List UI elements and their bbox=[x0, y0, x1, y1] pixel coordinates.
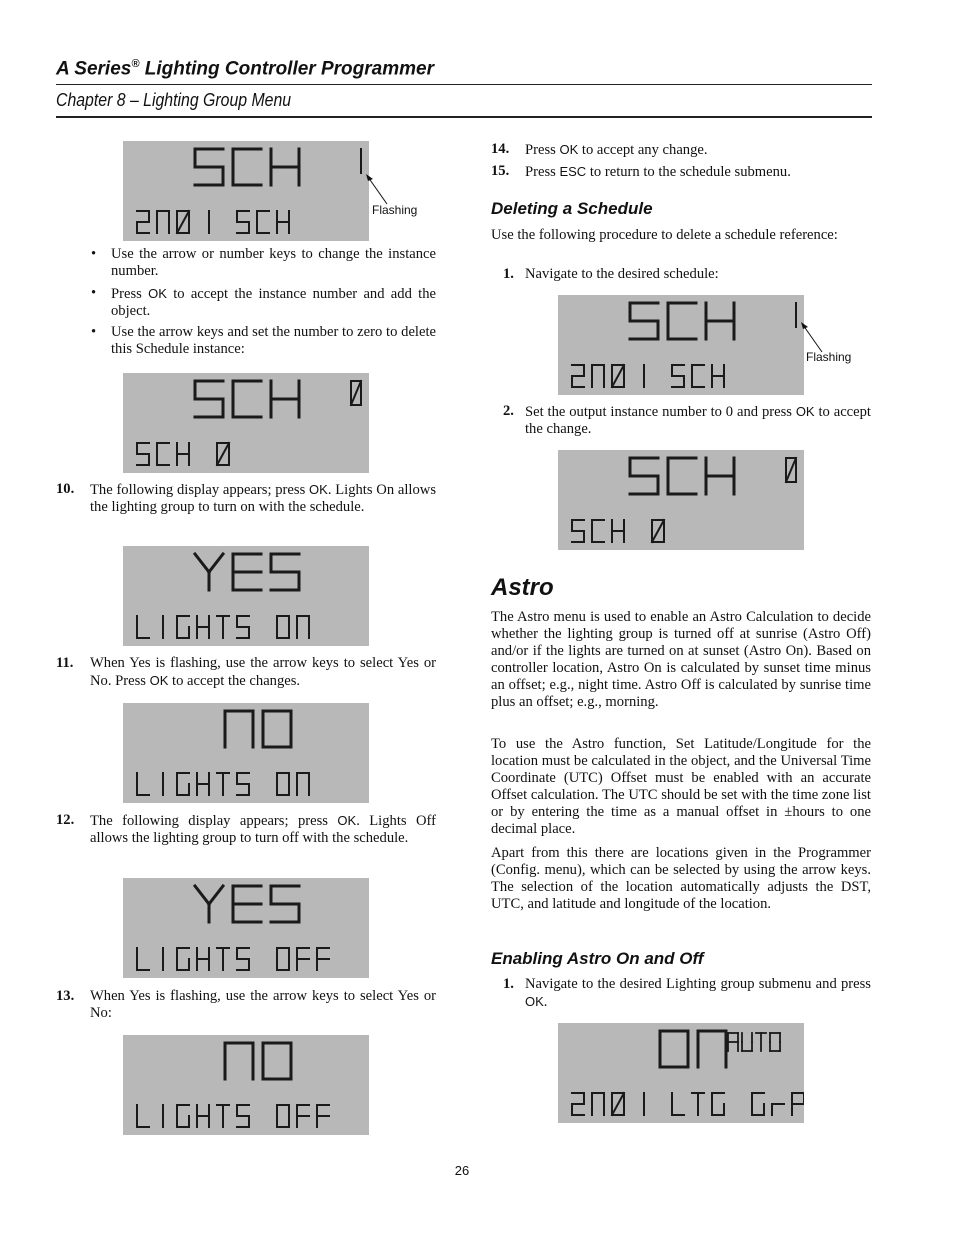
lcd-display bbox=[558, 1023, 804, 1123]
header-rule bbox=[56, 84, 872, 85]
list-item: • Use the arrow keys and set the number to zero to delete this Schedule instance: bbox=[91, 324, 436, 357]
lcd-bottom-text bbox=[137, 773, 309, 795]
document-title: A Series® Lighting Controller Programmer bbox=[56, 58, 434, 80]
flashing-arrow bbox=[360, 172, 400, 212]
list-item: • Press OK to accept the instance number and add the object. bbox=[91, 285, 436, 319]
lcd-main-text bbox=[195, 886, 299, 922]
astro-paragraph-3: Apart from this there are locations given in the Programmer (Config. menu), which can be selected by using the arrow keys. The selection of the location automatically adjusts the DST, UTC, and latitude and longitude of the location. bbox=[491, 845, 871, 912]
section-heading-astro: Astro bbox=[491, 574, 554, 601]
lcd-main-text bbox=[195, 381, 299, 417]
deleting-intro: Use the following procedure to delete a schedule reference: bbox=[491, 227, 838, 243]
step-13: 13. When Yes is flashing, use the arrow keys to select Yes or No: bbox=[56, 988, 436, 1021]
lcd-main-text bbox=[195, 554, 299, 590]
delete-step-2: 2. Set the output instance number to 0 and press OK to accept the change. bbox=[503, 403, 871, 437]
lcd-bottom-text bbox=[572, 1093, 804, 1115]
lcd-bottom-text bbox=[137, 211, 289, 233]
chapter-title: Chapter 8 – Lighting Group Menu bbox=[56, 90, 292, 110]
lcd-main-text bbox=[660, 1031, 726, 1067]
lcd-bottom-text bbox=[572, 520, 664, 542]
lcd-main-text bbox=[630, 458, 734, 494]
lcd-bottom-text bbox=[137, 1105, 329, 1127]
lcd-corner-text bbox=[786, 458, 796, 482]
lcd-corner-text bbox=[351, 381, 361, 405]
lcd-main-text bbox=[225, 1043, 291, 1079]
lcd-display bbox=[123, 878, 369, 978]
delete-step-1: 1. Navigate to the desired schedule: bbox=[503, 266, 719, 282]
page-number: 26 bbox=[454, 1163, 470, 1178]
lcd-main-text bbox=[225, 711, 291, 747]
lcd-bottom-text bbox=[137, 443, 229, 465]
step-14: 14. Press OK to accept any change. bbox=[491, 141, 708, 158]
lcd-bottom-text bbox=[572, 365, 724, 387]
list-item: • Use the arrow or number keys to change the instance number. bbox=[91, 246, 436, 279]
lcd-main-text bbox=[630, 303, 734, 339]
lcd-display bbox=[558, 450, 804, 550]
lcd-display bbox=[123, 703, 369, 803]
lcd-display bbox=[123, 546, 369, 646]
lcd-display bbox=[123, 373, 369, 473]
flashing-callout: Flashing bbox=[372, 203, 418, 217]
section-heading-enabling: Enabling Astro On and Off bbox=[491, 949, 704, 968]
flashing-callout: Flashing bbox=[806, 350, 852, 364]
lcd-display bbox=[123, 141, 369, 241]
lcd-main-text bbox=[195, 149, 299, 185]
lcd-corner-text bbox=[728, 1033, 780, 1051]
step-11: 11. When Yes is flashing, use the arrow keys to select Yes or No. Press OK to accept the changes. bbox=[56, 655, 436, 689]
step-10: 10. The following display appears; press OK. Lights On allows the lighting group to turn on with the schedule. bbox=[56, 481, 436, 515]
flashing-arrow bbox=[795, 320, 835, 360]
section-heading-deleting: Deleting a Schedule bbox=[491, 199, 653, 218]
enable-step-1: 1. Navigate to the desired Lighting group submenu and press OK. bbox=[503, 976, 871, 1010]
lcd-bottom-text bbox=[137, 616, 309, 638]
step-12: 12. The following display appears; press OK. Lights Off allows the lighting group to turn off with the schedule. bbox=[56, 812, 436, 846]
lcd-display bbox=[123, 1035, 369, 1135]
astro-paragraph-2: To use the Astro function, Set Latitude/Longitude for the location must be calculated in the object, and the Universal Time Coordinate (UTC) Offset must be enabled with an accurate Offset calculation. The UTC should be set with the time zone list or by entering the time as a manual offset in ±hours to one decimal place. bbox=[491, 736, 871, 837]
lcd-display bbox=[558, 295, 804, 395]
lcd-bottom-text bbox=[137, 948, 329, 970]
astro-paragraph-1: The Astro menu is used to enable an Astro Calculation to decide whether the lighting group is turned off at sunrise (Astro Off) and/or if the lights are turned on at sunset (Astro On). Based on controller location, Astro On is calculated by sunset time minus an offset; e.g., night time. Astro Off is calculated by sunrise time plus an offset; e.g., morning. bbox=[491, 609, 871, 710]
chapter-rule bbox=[56, 116, 872, 118]
step-15: 15. Press ESC to return to the schedule submenu. bbox=[491, 163, 791, 180]
